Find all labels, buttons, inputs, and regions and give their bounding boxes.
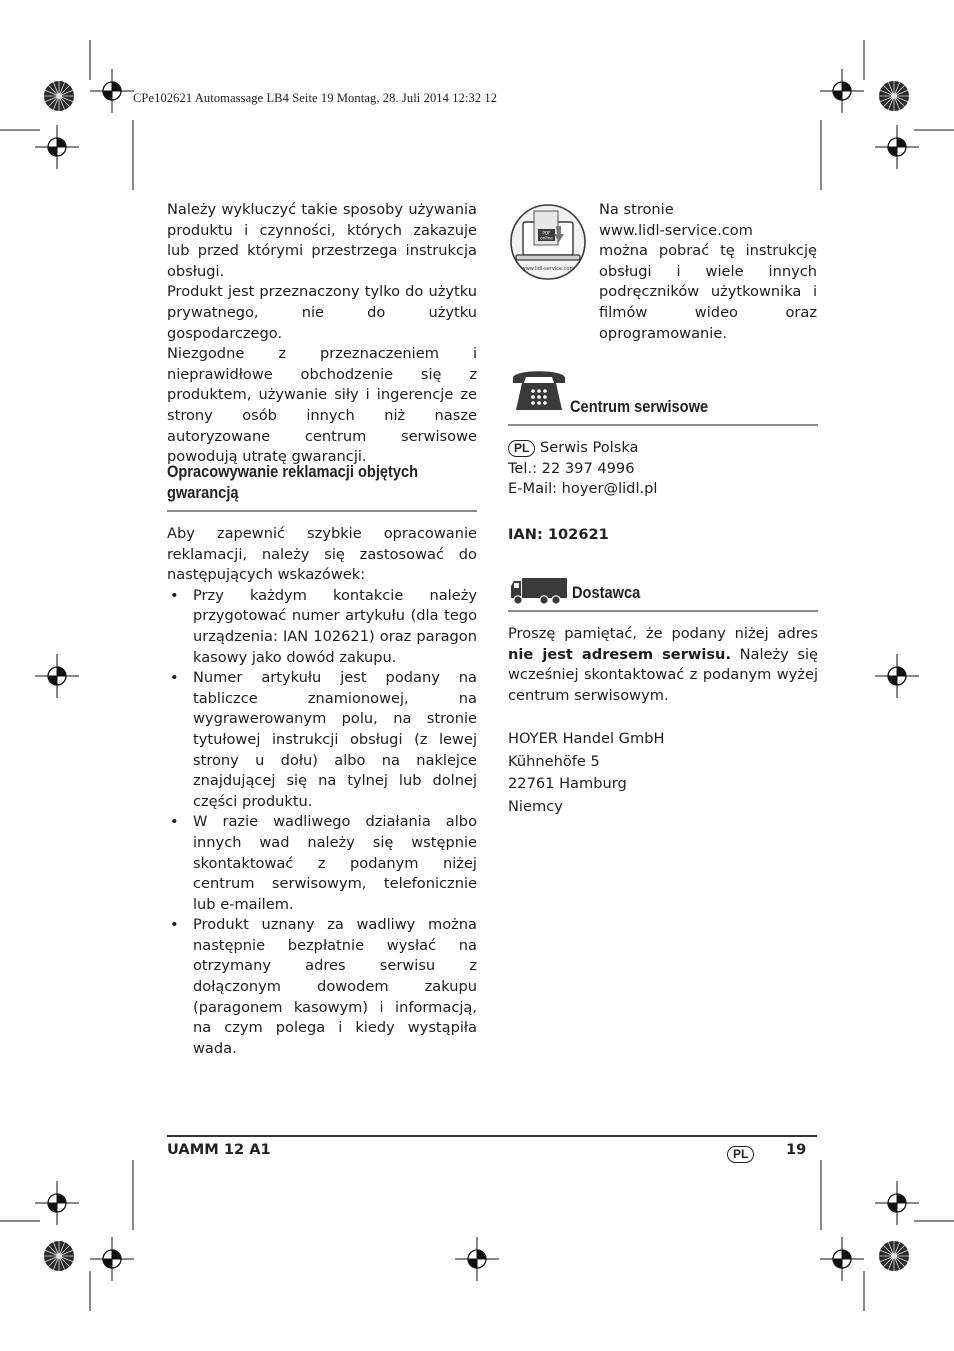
online-manuals-text bbox=[599, 200, 817, 344]
truck-icon bbox=[510, 576, 568, 606]
footer-model: UAMM 12 A1 bbox=[167, 1141, 271, 1158]
left-column bbox=[167, 200, 477, 468]
telephone-icon bbox=[510, 366, 568, 412]
service-tel: Tel.: 22 397 4996 bbox=[508, 459, 635, 477]
service-heading-rule bbox=[508, 424, 818, 426]
footer-language-badge: PL bbox=[727, 1143, 754, 1163]
warranty-intro: Aby zapewnić szybkie opracowanie reklamacji, należy się zastosować do następujących wskazówek: bbox=[167, 525, 477, 584]
service-contact bbox=[508, 438, 818, 500]
supplier-address bbox=[508, 728, 818, 818]
service-centre-heading: Centrum serwisowe bbox=[570, 397, 709, 416]
service-name-line bbox=[508, 438, 818, 459]
icon-online-label: online bbox=[540, 235, 553, 241]
not-service-address-note: nie jest adresem serwisu. bbox=[508, 645, 731, 663]
online-url: www.lidl-service.com bbox=[599, 221, 753, 239]
warranty-claims-heading: Opracowywanie reklamacji objętych gwarancją bbox=[167, 462, 419, 502]
service-name: Serwis Polska bbox=[539, 439, 639, 456]
address-line: 22761 Hamburg bbox=[508, 775, 627, 792]
private-use-paragraph: Produkt jest przeznaczony tylko do użytku prywatnego, nie do użytku gospodarczego. bbox=[167, 283, 477, 342]
supplier-heading-rule bbox=[508, 610, 818, 612]
footer-rule bbox=[167, 1135, 817, 1137]
supplier-heading: Dostawca bbox=[572, 583, 641, 602]
country-badge: PL bbox=[508, 440, 535, 457]
usage-paragraph: Należy wykluczyć takie sposoby używania produktu i czynności, których zakazuje lub przed którymi przestrzega instrukcja obsługi. bbox=[167, 201, 477, 280]
address-line: Niemcy bbox=[508, 797, 563, 815]
warranty-bullet-list bbox=[167, 586, 477, 1060]
print-header: CPe102621 Automassage LB4 Seite 19 Montag, 28. Juli 2014 12:32 12 bbox=[133, 91, 498, 105]
icon-pdf-label: PDF bbox=[542, 230, 551, 236]
warranty-loss-paragraph: Niezgodne z przeznaczeniem i nieprawidłowe obchodzenie się z produktem, używanie siły i ingerencje ze strony osób innych niż nasze autoryzowane centrum serwisowe powodują utratę gwarancji. bbox=[167, 345, 477, 466]
online-line-1: Na stronie bbox=[599, 201, 674, 218]
supplier-notice: Proszę pamiętać, że podany niżej adres nie jest adresem serwisu. Należy się wcześniej skontaktować z podanym wyżej centrum serwisowym. bbox=[508, 625, 818, 704]
online-description: można pobrać tę instrukcję obsługi i wiele innych podręczników użytkownika i filmów wideo oraz oprogramowanie. bbox=[599, 242, 817, 342]
warranty-heading-rule bbox=[167, 510, 477, 512]
ian-number: IAN: 102621 bbox=[508, 526, 609, 543]
service-email: E-Mail: hoyer@lidl.pl bbox=[508, 480, 658, 498]
page-number: 19 bbox=[786, 1141, 807, 1158]
address-line: Kühnehöfe 5 bbox=[508, 752, 600, 770]
list-item: • Produkt uznany za wadliwy można następnie bezpłatnie wysłać na otrzymany adres serwisu z dołączonym dowodem zakupu (paragonem kasowym) i informacją, na czym polega i kiedy wystąpiła wada. bbox=[170, 916, 477, 1057]
icon-url-label: www.lidl-service.com bbox=[521, 266, 575, 272]
list-item: • W razie wadliwego działania albo innych wad należy się wstępnie skontaktować z podanym niżej centrum serwisowym, telefonicznie lub e-mailem. bbox=[170, 813, 477, 913]
warranty-instructions bbox=[167, 524, 477, 1059]
lidl-online-icon bbox=[508, 202, 588, 282]
address-line: HOYER Handel GmbH bbox=[508, 730, 665, 747]
list-item: • Numer artykułu jest podany na tabliczce znamionowej, na wygrawerowanym polu, na stronie tytułowej instrukcji obsługi (z lewej strony u dołu) albo na naklejce znajdującej się na tylnej lub dolnej części produktu. bbox=[170, 669, 477, 810]
list-item: • Przy każdym kontakcie należy przygotować numer artykułu (dla tego urządzenia: IAN 102621) oraz paragon kasowy jako dowód zakupu. bbox=[170, 586, 477, 666]
